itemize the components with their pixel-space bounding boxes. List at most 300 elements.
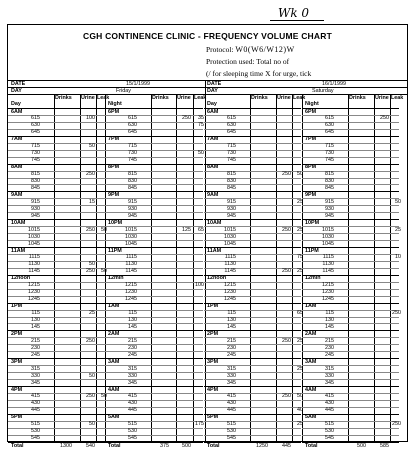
total-drinks: 500 <box>357 442 366 449</box>
time-block-label: 10AM <box>207 219 222 226</box>
column-header: Urine <box>177 95 191 101</box>
time-block-label: 8AM <box>207 164 219 171</box>
time-slot: 1245 <box>28 296 40 303</box>
total-urine: 585 <box>380 442 389 449</box>
time-slot: 430 <box>128 400 137 407</box>
time-slot: 815 <box>227 171 236 178</box>
leak-value: 50 <box>297 393 303 400</box>
block-rule <box>302 108 399 109</box>
time-slot: 245 <box>325 351 334 358</box>
urine-value: 125 <box>182 226 191 233</box>
time-block-label: 4AM <box>108 386 120 393</box>
time-block-label: 12min <box>108 275 124 282</box>
time-slot: 215 <box>31 337 40 344</box>
time-slot: 145 <box>31 323 40 330</box>
block-rule <box>105 414 203 415</box>
time-block-label: 5PM <box>11 414 23 421</box>
time-block-label: 10AM <box>11 219 26 226</box>
column-header: Leak <box>194 95 207 101</box>
urine-value: 15 <box>89 198 95 205</box>
time-slot: 145 <box>128 323 137 330</box>
time-block-label: 9AM <box>207 191 219 198</box>
time-slot: 1130 <box>28 261 40 268</box>
panel-header: Night <box>305 101 319 107</box>
time-slot: 515 <box>227 421 236 428</box>
urine-value: 250 <box>282 268 291 275</box>
time-block-label: 8PM <box>305 164 317 171</box>
time-slot: 1145 <box>322 268 334 275</box>
time-block-label: 8AM <box>11 164 23 171</box>
block-rule <box>204 191 301 192</box>
time-slot: 1215 <box>125 282 137 289</box>
time-slot: 1145 <box>224 268 236 275</box>
time-slot: 545 <box>227 435 236 442</box>
leak-value: 250 <box>392 310 401 317</box>
time-block-label: 8PM <box>108 164 120 171</box>
time-slot: 215 <box>325 337 334 344</box>
urine-value: 250 <box>86 268 95 275</box>
block-rule <box>105 303 203 304</box>
time-slot: 845 <box>128 184 137 191</box>
urine-value: 250 <box>86 226 95 233</box>
total-label: Total <box>108 442 121 449</box>
time-block-label: 3PM <box>207 358 219 365</box>
time-slot: 415 <box>227 393 236 400</box>
time-slot: 1045 <box>125 240 137 247</box>
time-slot: 1045 <box>322 240 334 247</box>
block-rule <box>302 414 399 415</box>
time-slot: 1045 <box>28 240 40 247</box>
urine-value: 250 <box>282 337 291 344</box>
time-slot: 745 <box>31 157 40 164</box>
time-slot: 730 <box>128 150 137 157</box>
handwritten-underline <box>270 20 324 21</box>
time-slot: 1230 <box>322 289 334 296</box>
time-slot: 345 <box>128 379 137 386</box>
time-slot: 230 <box>325 344 334 351</box>
chart-title: CGH CONTINENCE CLINIC - FREQUENCY VOLUME CHART <box>83 31 332 41</box>
block-rule <box>8 136 105 137</box>
time-slot: 330 <box>325 372 334 379</box>
total-label: Total <box>11 442 24 449</box>
time-slot: 745 <box>325 157 334 164</box>
time-slot: 645 <box>128 129 137 136</box>
urine-value: 250 <box>282 171 291 178</box>
urine-value: 25 <box>89 310 95 317</box>
time-block-label: 7PM <box>305 136 317 143</box>
time-slot: 945 <box>227 212 236 219</box>
leak-value: 75 <box>297 254 303 261</box>
time-slot: 215 <box>227 337 236 344</box>
column-header: Leak <box>391 95 404 101</box>
urine-value: 250 <box>86 171 95 178</box>
time-slot: 915 <box>325 198 334 205</box>
time-slot: 1245 <box>125 296 137 303</box>
time-slot: 630 <box>325 122 334 129</box>
time-slot: 845 <box>31 184 40 191</box>
time-slot: 515 <box>325 421 334 428</box>
time-slot: 630 <box>128 122 137 129</box>
time-slot: 930 <box>128 205 137 212</box>
leak-value: 25 <box>297 268 303 275</box>
leak-value: 25 <box>297 226 303 233</box>
time-slot: 230 <box>128 344 137 351</box>
time-block-label: 4AM <box>305 386 317 393</box>
time-slot: 545 <box>31 435 40 442</box>
urine-value: 50 <box>89 421 95 428</box>
block-rule <box>105 164 203 165</box>
time-slot: 615 <box>31 115 40 122</box>
time-slot: 1015 <box>28 226 40 233</box>
time-block-label: 1AM <box>305 303 317 310</box>
block-rule <box>302 164 399 165</box>
time-slot: 145 <box>227 323 236 330</box>
time-slot: 330 <box>227 372 236 379</box>
block-rule <box>204 330 301 331</box>
protocol-label: Protocol: <box>206 45 234 54</box>
time-slot: 115 <box>128 310 137 317</box>
time-slot: 1215 <box>28 282 40 289</box>
time-slot: 630 <box>31 122 40 129</box>
time-block-label: 1PM <box>207 303 219 310</box>
time-slot: 230 <box>31 344 40 351</box>
time-slot: 1030 <box>125 233 137 240</box>
total-drinks: 1300 <box>60 442 72 449</box>
time-slot: 515 <box>31 421 40 428</box>
block-rule <box>8 414 105 415</box>
time-slot: 230 <box>227 344 236 351</box>
time-slot: 130 <box>325 317 334 323</box>
date-value: 16/1/1999 <box>322 81 346 87</box>
column-header: Leak <box>97 95 110 101</box>
leak-value: 35 <box>198 115 204 122</box>
block-rule <box>204 164 301 165</box>
time-slot: 1015 <box>322 226 334 233</box>
time-block-label: 6AM <box>207 108 219 115</box>
leak-value: 25 <box>297 198 303 205</box>
urine-value: 250 <box>86 393 95 400</box>
block-rule <box>105 191 203 192</box>
leak-value: 50 <box>101 393 107 400</box>
total-urine: 500 <box>182 442 191 449</box>
time-slot: 615 <box>128 115 137 122</box>
block-rule <box>302 136 399 137</box>
time-block-label: 10PM <box>305 219 320 226</box>
time-block-label: 11PM <box>305 247 319 254</box>
leak-value: 50 <box>101 226 107 233</box>
time-slot: 930 <box>325 205 334 212</box>
time-block-label: 12noon <box>207 275 227 282</box>
total-label: Total <box>305 442 318 449</box>
column-header: Drinks <box>152 95 169 101</box>
block-rule <box>8 191 105 192</box>
time-slot: 1030 <box>224 233 236 240</box>
urine-value: 250 <box>282 393 291 400</box>
time-block-label: 2PM <box>11 330 23 337</box>
time-block-label: 2AM <box>108 330 120 337</box>
time-block-label: 4PM <box>11 386 23 393</box>
time-slot: 1245 <box>322 296 334 303</box>
leak-value: 25 <box>297 365 303 372</box>
urine-value: 250 <box>182 115 191 122</box>
time-slot: 415 <box>128 393 137 400</box>
block-rule <box>204 386 301 387</box>
column-header: Urine <box>375 95 389 101</box>
time-slot: 1015 <box>125 226 137 233</box>
block-rule <box>8 303 105 304</box>
time-slot: 945 <box>31 212 40 219</box>
time-slot: 545 <box>325 435 334 442</box>
urine-value: 250 <box>282 226 291 233</box>
time-slot: 130 <box>31 317 40 323</box>
time-slot: 830 <box>325 178 334 184</box>
total-urine: 445 <box>282 442 291 449</box>
urine-value: 50 <box>89 372 95 379</box>
time-slot: 1030 <box>322 233 334 240</box>
block-rule <box>204 108 301 109</box>
time-slot: 245 <box>31 351 40 358</box>
block-rule <box>204 414 301 415</box>
time-block-label: 3PM <box>11 358 23 365</box>
time-block-label: 10PM <box>108 219 123 226</box>
protection-line: Protection used: Total no of <box>206 57 290 66</box>
time-slot: 430 <box>325 400 334 407</box>
time-slot: 830 <box>128 178 137 184</box>
leak-value: 50 <box>297 171 303 178</box>
panel-header: Day <box>207 101 217 107</box>
leak-value: 65 <box>297 310 303 317</box>
time-slot: 930 <box>31 205 40 212</box>
time-slot: 530 <box>128 428 137 435</box>
time-slot: 845 <box>325 184 334 191</box>
time-slot: 1115 <box>224 254 236 261</box>
leak-value: 100 <box>195 282 204 289</box>
time-slot: 145 <box>325 323 334 330</box>
block-rule <box>204 358 301 359</box>
time-slot: 645 <box>227 129 236 136</box>
time-block-label: 6AM <box>11 108 23 115</box>
time-block-label: 11PM <box>108 247 122 254</box>
time-slot: 545 <box>128 435 137 442</box>
block-rule <box>8 164 105 165</box>
time-slot: 115 <box>325 310 334 317</box>
block-rule <box>105 358 203 359</box>
time-slot: 445 <box>325 407 334 414</box>
time-block-label: 12min <box>305 275 321 282</box>
column-header: Drinks <box>251 95 268 101</box>
time-block-label: 7AM <box>11 136 23 143</box>
time-slot: 530 <box>31 428 40 435</box>
block-rule <box>204 136 301 137</box>
leak-value: 75 <box>198 122 204 129</box>
day-label: DAY <box>11 88 22 94</box>
time-slot: 1230 <box>125 289 137 296</box>
urine-value: 100 <box>86 115 95 122</box>
leak-value: 10 <box>395 254 401 261</box>
date-value: 15/1/1999 <box>126 81 150 87</box>
leak-value: 65 <box>198 226 204 233</box>
time-slot: 530 <box>325 428 334 435</box>
column-header: Drinks <box>55 95 72 101</box>
block-rule <box>8 330 105 331</box>
time-slot: 315 <box>227 365 236 372</box>
time-slot: 1015 <box>224 226 236 233</box>
time-slot: 915 <box>31 198 40 205</box>
panel-header: Day <box>11 101 21 107</box>
time-slot: 445 <box>31 407 40 414</box>
block-rule <box>105 136 203 137</box>
time-block-label: 12noon <box>11 275 31 282</box>
time-slot: 730 <box>227 150 236 157</box>
time-slot: 730 <box>31 150 40 157</box>
leak-value: 50 <box>198 150 204 157</box>
time-block-label: 6PM <box>305 108 317 115</box>
time-slot: 430 <box>227 400 236 407</box>
day-value: Saturday <box>312 88 334 94</box>
time-slot: 745 <box>128 157 137 164</box>
time-slot: 1215 <box>224 282 236 289</box>
time-block-label: 11AM <box>207 247 222 254</box>
time-slot: 115 <box>31 310 40 317</box>
time-slot: 830 <box>227 178 236 184</box>
leak-value: 50 <box>395 198 401 205</box>
time-slot: 1230 <box>224 289 236 296</box>
time-slot: 130 <box>227 317 236 323</box>
day-value: Friday <box>116 88 131 94</box>
handwritten-week-note: Wk 0 <box>278 6 310 20</box>
time-slot: 830 <box>31 178 40 184</box>
time-slot: 415 <box>31 393 40 400</box>
time-slot: 815 <box>31 171 40 178</box>
time-slot: 345 <box>325 379 334 386</box>
block-rule <box>105 108 203 109</box>
time-block-label: 9PM <box>108 191 120 198</box>
block-rule <box>204 303 301 304</box>
time-slot: 330 <box>31 372 40 379</box>
time-slot: 315 <box>128 365 137 372</box>
time-slot: 115 <box>227 310 236 317</box>
time-block-label: 5AM <box>108 414 120 421</box>
time-slot: 715 <box>325 143 334 150</box>
time-slot: 430 <box>31 400 40 407</box>
time-slot: 1130 <box>322 261 334 268</box>
chart-sheet <box>7 24 408 449</box>
time-block-label: 11AM <box>11 247 26 254</box>
total-drinks: 1250 <box>256 442 268 449</box>
time-slot: 1115 <box>125 254 137 261</box>
leak-value: 25 <box>297 421 303 428</box>
time-slot: 445 <box>227 407 236 414</box>
time-block-label: 3AM <box>108 358 120 365</box>
time-slot: 715 <box>227 143 236 150</box>
block-rule <box>8 108 105 109</box>
time-slot: 845 <box>227 184 236 191</box>
time-block-label: 9PM <box>305 191 317 198</box>
leak-value: 50 <box>101 268 107 275</box>
time-slot: 930 <box>227 205 236 212</box>
time-slot: 1245 <box>224 296 236 303</box>
block-rule <box>105 330 203 331</box>
leak-value: 40 <box>297 407 303 414</box>
time-slot: 630 <box>227 122 236 129</box>
time-block-label: 4PM <box>207 386 219 393</box>
protocol-line <box>206 45 295 54</box>
time-block-label: 7AM <box>207 136 219 143</box>
day-label: DAY <box>207 88 218 94</box>
column-header: Urine <box>81 95 95 101</box>
urine-value: 50 <box>89 143 95 150</box>
time-slot: 645 <box>325 129 334 136</box>
time-block-label: 1AM <box>108 303 120 310</box>
panel-header: Night <box>108 101 122 107</box>
block-rule <box>302 303 399 304</box>
time-slot: 415 <box>325 393 334 400</box>
time-slot: 245 <box>227 351 236 358</box>
sleep-note: (/ for sleeping time X for urge, tick <box>206 69 312 78</box>
time-slot: 345 <box>31 379 40 386</box>
block-rule <box>302 386 399 387</box>
time-block-label: 5PM <box>207 414 219 421</box>
block-rule <box>8 358 105 359</box>
block-rule <box>8 386 105 387</box>
time-slot: 530 <box>227 428 236 435</box>
time-slot: 1215 <box>322 282 334 289</box>
time-slot: 245 <box>128 351 137 358</box>
time-slot: 215 <box>128 337 137 344</box>
time-slot: 1145 <box>28 268 40 275</box>
time-block-label: 2PM <box>207 330 219 337</box>
block-rule <box>302 358 399 359</box>
time-slot: 915 <box>128 198 137 205</box>
time-slot: 730 <box>325 150 334 157</box>
leak-value: 25 <box>297 337 303 344</box>
total-urine: 540 <box>86 442 95 449</box>
leak-value: 25 <box>395 226 401 233</box>
time-slot: 130 <box>128 317 137 323</box>
time-slot: 1115 <box>322 254 334 261</box>
time-block-label: 5AM <box>305 414 317 421</box>
time-slot: 1115 <box>28 254 40 261</box>
time-slot: 745 <box>227 157 236 164</box>
block-rule <box>105 386 203 387</box>
time-slot: 515 <box>128 421 137 428</box>
time-slot: 1145 <box>125 268 137 275</box>
time-slot: 615 <box>227 115 236 122</box>
time-slot: 445 <box>128 407 137 414</box>
leak-value: 250 <box>392 421 401 428</box>
time-slot: 1030 <box>28 233 40 240</box>
time-block-label: 6PM <box>108 108 120 115</box>
urine-value: 50 <box>89 261 95 268</box>
date-label: DATE <box>11 81 26 87</box>
leak-value: 175 <box>195 421 204 428</box>
urine-value: 250 <box>86 337 95 344</box>
time-slot: 1130 <box>125 261 137 268</box>
protocol-value: W0(W6/W12)W <box>235 45 295 54</box>
time-block-label: 1PM <box>11 303 23 310</box>
time-slot: 815 <box>128 171 137 178</box>
total-drinks: 375 <box>160 442 169 449</box>
block-rule <box>302 191 399 192</box>
time-slot: 945 <box>325 212 334 219</box>
time-slot: 645 <box>31 129 40 136</box>
urine-value: 250 <box>380 115 389 122</box>
time-slot: 330 <box>128 372 137 379</box>
time-slot: 345 <box>227 379 236 386</box>
time-slot: 915 <box>227 198 236 205</box>
total-label: Total <box>207 442 220 449</box>
time-block-label: 3AM <box>305 358 317 365</box>
